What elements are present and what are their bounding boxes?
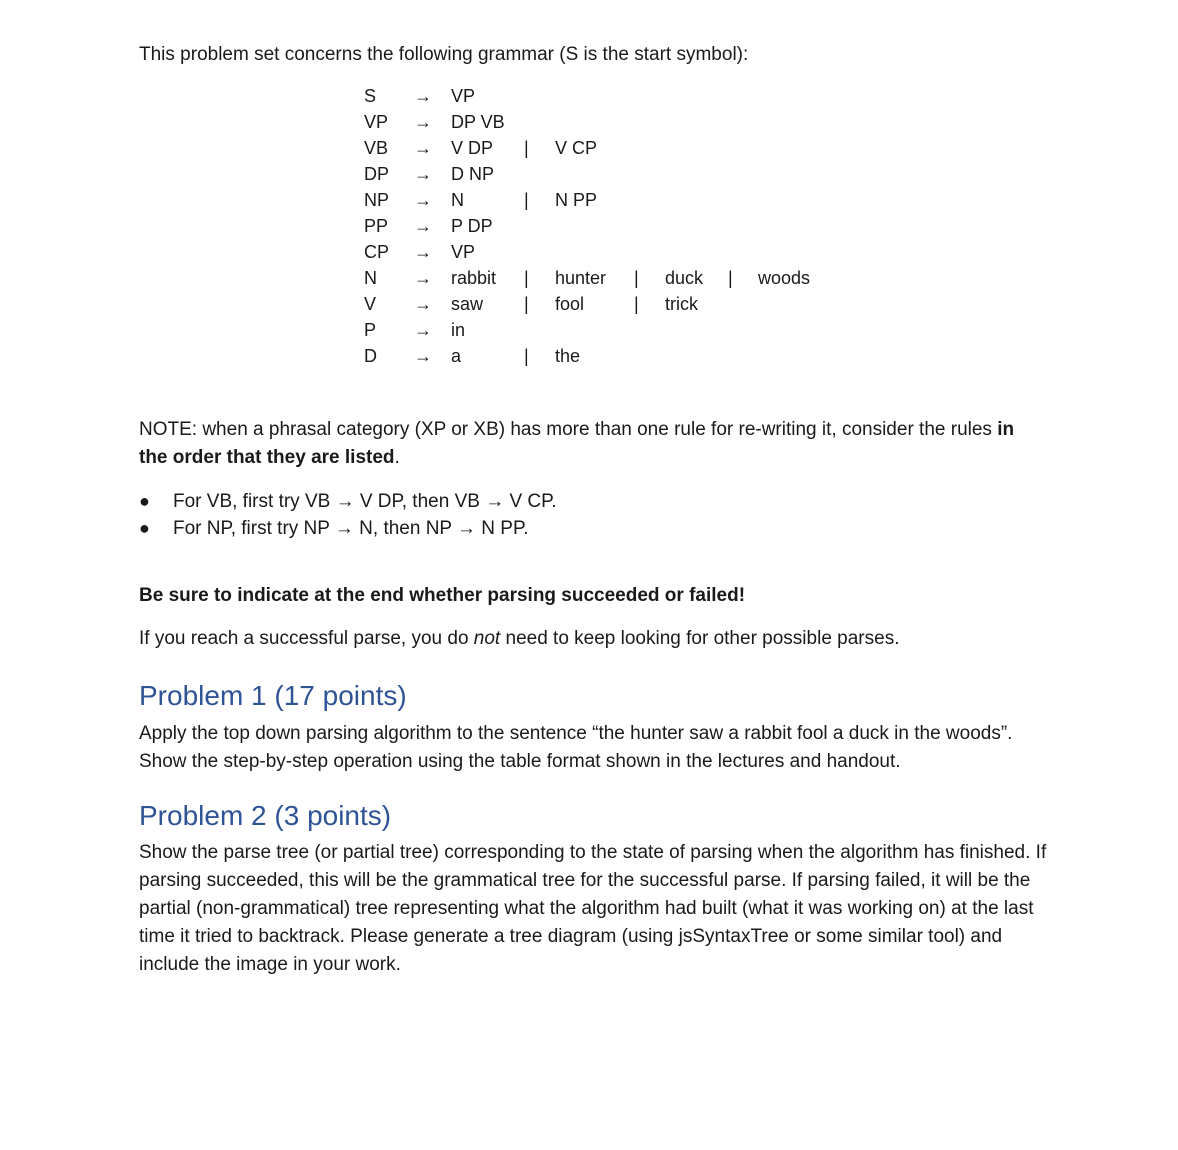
arrow-icon: → [414,216,432,236]
alt-separator: | [524,190,529,210]
list-item-text: For NP, first try NP → N, then NP → N PP. [173,518,529,539]
alt-separator: | [634,294,639,314]
rule-alt: N [451,190,464,210]
if-reach-note [139,628,899,650]
rule-lhs: CP [364,242,390,262]
arrow-icon: → [414,294,432,314]
rule-lhs: PP [364,216,389,236]
rule-alt: saw [451,294,484,314]
note-text: NOTE: when a phrasal category (XP or XB) has more than one rule for re-writing it, consider the rules [139,419,998,440]
bullet-icon: ● [139,518,150,538]
rule-alt: trick [665,294,698,314]
arrow-icon: → [414,138,432,158]
rule-alt: V CP [555,138,598,158]
intro-text: This problem set concerns the following grammar (S is the start symbol): [139,44,749,65]
arrow-icon: → [414,268,432,288]
arrow-icon: → [414,346,432,366]
problem-1-body: Apply the top down parsing algorithm to the sentence “the hunter saw a rabbit fool a duck in the woods”. Show the step-by-step operation using the table format shown in the lectures and handout. [139,723,1013,772]
rule-alt: woods [758,268,811,288]
bullet-icon: ● [139,491,150,511]
alt-separator: | [728,268,733,288]
rule-alt: VP [451,242,476,262]
rule-alt: V DP [451,138,494,158]
alt-separator: | [524,268,529,288]
arrow-icon: → [414,164,432,184]
arrow-icon: → [414,190,432,210]
rule-alt: in [451,320,466,340]
rule-alt: the [555,346,581,366]
note-text: . [394,447,400,468]
rule-alt: fool [555,294,585,314]
note-text: If you reach a successful parse, you do [139,628,474,649]
rule-alt: VP [451,86,476,106]
list-item-text: For VB, first try VB → V DP, then VB → V CP. [173,491,557,512]
alt-separator: | [524,138,529,158]
problem-1-heading: Problem 1 (17 points) [139,680,407,711]
arrow-icon: → [414,86,432,106]
rule-alt: P DP [451,216,493,236]
note-emphasis: in [997,419,1015,440]
rule-lhs: V [364,294,377,314]
rule-lhs: VP [364,112,389,132]
alt-separator: | [634,268,639,288]
rule-lhs: DP [364,164,390,184]
problem-2-body: Show the parse tree (or partial tree) corresponding to the state of parsing when the algorithm has finished. If parsing succeeded, this will be the grammatical tree for the successful parse. If parsing failed, it will be the partial (non-grammatical) tree representing what the algorithm had built (what it was working on) at the last time it tried to backtrack. Please generate a tree diagram (using jsSyntaxTree or some similar tool) and include the image in your work. [139,842,1047,975]
rule-alt: a [451,346,462,366]
rule-lhs: NP [364,190,390,210]
rule-alt: N PP [555,190,598,210]
rule-alt: DP VB [451,112,505,132]
arrow-icon: → [414,112,432,132]
note-paragraph [139,416,1039,472]
rule-alt: rabbit [451,268,497,288]
note-emphasis: not [473,628,501,649]
rule-alt: hunter [555,268,607,288]
alt-separator: | [524,346,529,366]
rule-lhs: S [364,86,377,106]
note-text: need to keep looking for other possible parses. [500,628,900,649]
arrow-icon: → [414,320,432,340]
note-emphasis: the order that they are listed [139,447,395,468]
rule-lhs: VB [364,138,389,158]
rule-lhs: D [364,346,377,366]
rule-lhs: N [364,268,377,288]
rule-alt: D NP [451,164,495,184]
problem-2-heading: Problem 2 (3 points) [139,800,392,831]
alt-separator: | [524,294,529,314]
arrow-icon: → [414,242,432,262]
rule-alt: duck [665,268,704,288]
rule-lhs: P [364,320,377,340]
be-sure-note: Be sure to indicate at the end whether parsing succeeded or failed! [139,585,746,606]
